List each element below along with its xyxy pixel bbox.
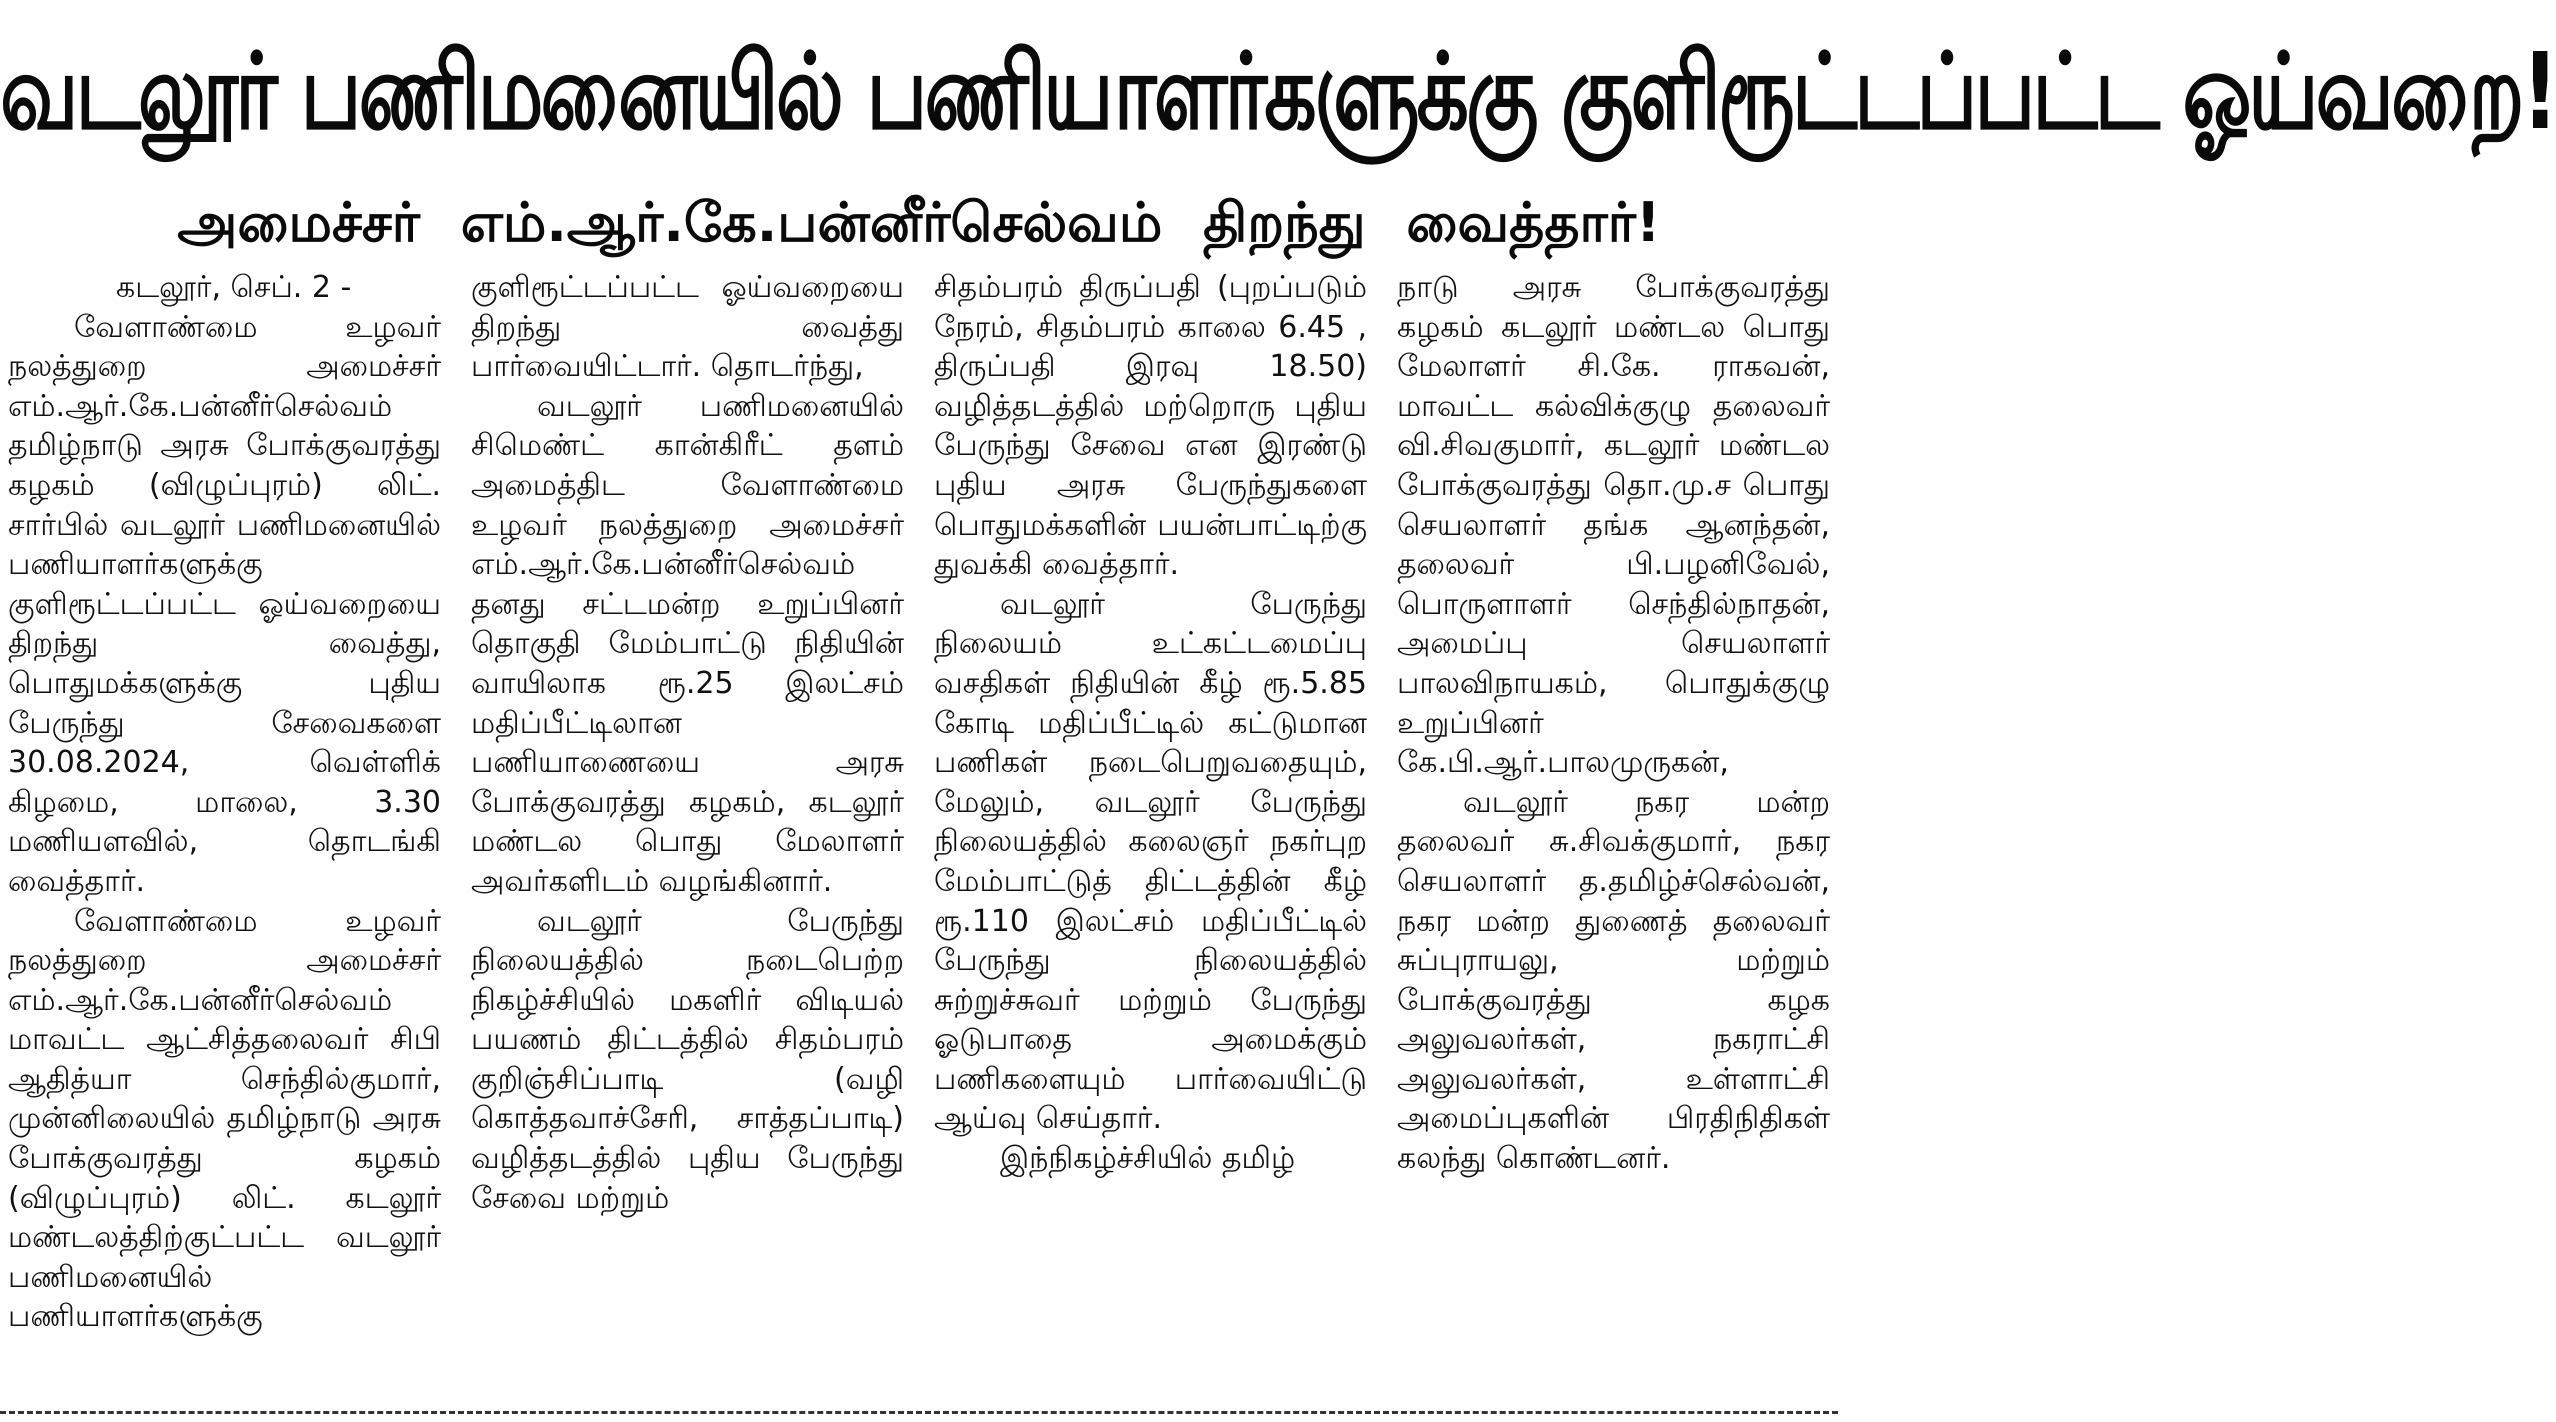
subheadline: அமைச்சர் எம்.ஆர்.கே.பன்னீர்செல்வம் திறந்து வைத்தார்! — [177, 191, 1661, 254]
paragraph: குளிரூட்டப்பட்ட ஓய்வறையை திறந்து வைத்து பார்வையிட்டார். தொடர்ந்து, — [471, 270, 904, 385]
paragraph: வேளாண்மை உழவர் நலத்துறை அமைச்சர் எம்.ஆர்.கே.பன்னீர்செல்வம் மாவட்ட ஆட்சித்தலைவர் சிபி ஆதித்யா செந்தில்குமார், முன்னிலையில் தமிழ்நாடு அரசு போக்குவரத்து கழகம் (விழுப்புரம்) லிட். கடலூர் மண்டலத்திற்குட்பட்ட வடலூர் பணிமனையில் பணியாளர்களுக்கு — [8, 903, 441, 1335]
dateline: கடலூர், செப். 2 - — [116, 270, 352, 305]
paragraph: வேளாண்மை உழவர் நலத்துறை அமைச்சர் எம்.ஆர்.கே.பன்னீர்செல்வம் தமிழ்நாடு அரசு போக்குவரத்து கழகம் (விழுப்புரம்) லிட். சார்பில் வடலூர் பணிமனையில் பணியாளர்களுக்கு குளிரூட்டப்பட்ட ஓய்வறையை திறந்து வைத்து, பொதுமக்களுக்கு புதிய பேருந்து சேவைகளை 30.08.2024, வெள்ளிக் கிழமை, மாலை, 3.30 மணியளவில், தொடங்கி வைத்தார். — [8, 309, 441, 899]
column-3 — [934, 268, 1367, 1392]
paragraph: வடலூர் பேருந்து நிலையத்தில் நடைபெற்ற நிகழ்ச்சியில் மகளிர் விடியல் பயணம் திட்டத்தில் சிதம்பரம் குறிஞ்சிப்பாடி (வழி கொத்தவாச்சேரி, சாத்தப்பாடி) வழித்தடத்தில் புதிய பேருந்து சேவை மற்றும் — [471, 903, 904, 1216]
column-1 — [8, 268, 441, 1392]
column-4 — [1397, 268, 1830, 1392]
paragraph: நாடு அரசு போக்குவரத்து கழகம் கடலூர் மண்டல பொது மேலாளர் சி.கே. ராகவன், மாவட்ட கல்விக்குழு தலைவர் வி.சிவகுமார், கடலூர் மண்டல போக்குவரத்து தொ.மு.ச பொது செயலாளர் தங்க ஆனந்தன், தலைவர் பி.பழனிவேல், பொருளாளர் செந்தில்நாதன், அமைப்பு செயலாளர் பாலவிநாயகம், பொதுக்குழு உறுப்பினர் கே.பி.ஆர்.பாலமுருகன், — [1397, 270, 1830, 781]
paragraph: வடலூர் பேருந்து நிலையம் உட்கட்டமைப்பு வசதிகள் நிதியின் கீழ் ரூ.5.85 கோடி மதிப்பீட்டில் கட்டுமான பணிகள் நடைபெறுவதையும், மேலும், வடலூர் பேருந்து நிலையத்தில் கலைஞர் நகர்புற மேம்பாட்டுத் திட்டத்தின் கீழ் ரூ.110 இலட்சம் மதிப்பீட்டில் பேருந்து நிலையத்தில் சுற்றுச்சுவர் மற்றும் பேருந்து ஓடுபாதை அமைக்கும் பணிகளையும் பார்வையிட்டு ஆய்வு செய்தார். — [934, 586, 1367, 1137]
headline: வடலூர் பணிமனையில் பணியாளர்களுக்கு குளிரூட்டப்பட்ட ஓய்வறை! — [0, 32, 2556, 154]
bottom-dashed-divider — [0, 1411, 1838, 1414]
paragraph: சிதம்பரம் திருப்பதி (புறப்படும் நேரம், சிதம்பரம் காலை 6.45 , திருப்பதி இரவு 18.50) வழித்தடத்தில் மற்றொரு புதிய பேருந்து சேவை என இரண்டு புதிய அரசு பேருந்துகளை பொதுமக்களின் பயன்பாட்டிற்கு துவக்கி வைத்தார். — [934, 270, 1367, 583]
article-body — [8, 268, 1830, 1398]
paragraph: வடலூர் பணிமனையில் சிமெண்ட் கான்கிரீட் தளம் அமைத்திட வேளாண்மை உழவர் நலத்துறை அமைச்சர் எம்.ஆர்.கே.பன்னீர்செல்வம் தனது சட்டமன்ற உறுப்பினர் தொகுதி மேம்பாட்டு நிதியின் வாயிலாக ரூ.25 இலட்சம் மதிப்பீட்டிலான பணியாணையை அரசு போக்குவரத்து கழகம், கடலூர் மண்டல பொது மேலாளர் அவர்களிடம் வழங்கினார். — [471, 388, 904, 899]
paragraph: இந்நிகழ்ச்சியில் தமிழ் — [1000, 1141, 1296, 1177]
column-2 — [471, 268, 904, 1392]
paragraph: வடலூர் நகர மன்ற தலைவர் சு.சிவக்குமார், நகர செயலாளர் த.தமிழ்ச்செல்வன், நகர மன்ற துணைத் தலைவர் சுப்புராயலு, மற்றும் போக்குவரத்து கழக அலுவலர்கள், நகராட்சி அலுவலர்கள், உள்ளாட்சி அமைப்புகளின் பிரதிநிதிகள் கலந்து கொண்டனர். — [1397, 784, 1830, 1177]
